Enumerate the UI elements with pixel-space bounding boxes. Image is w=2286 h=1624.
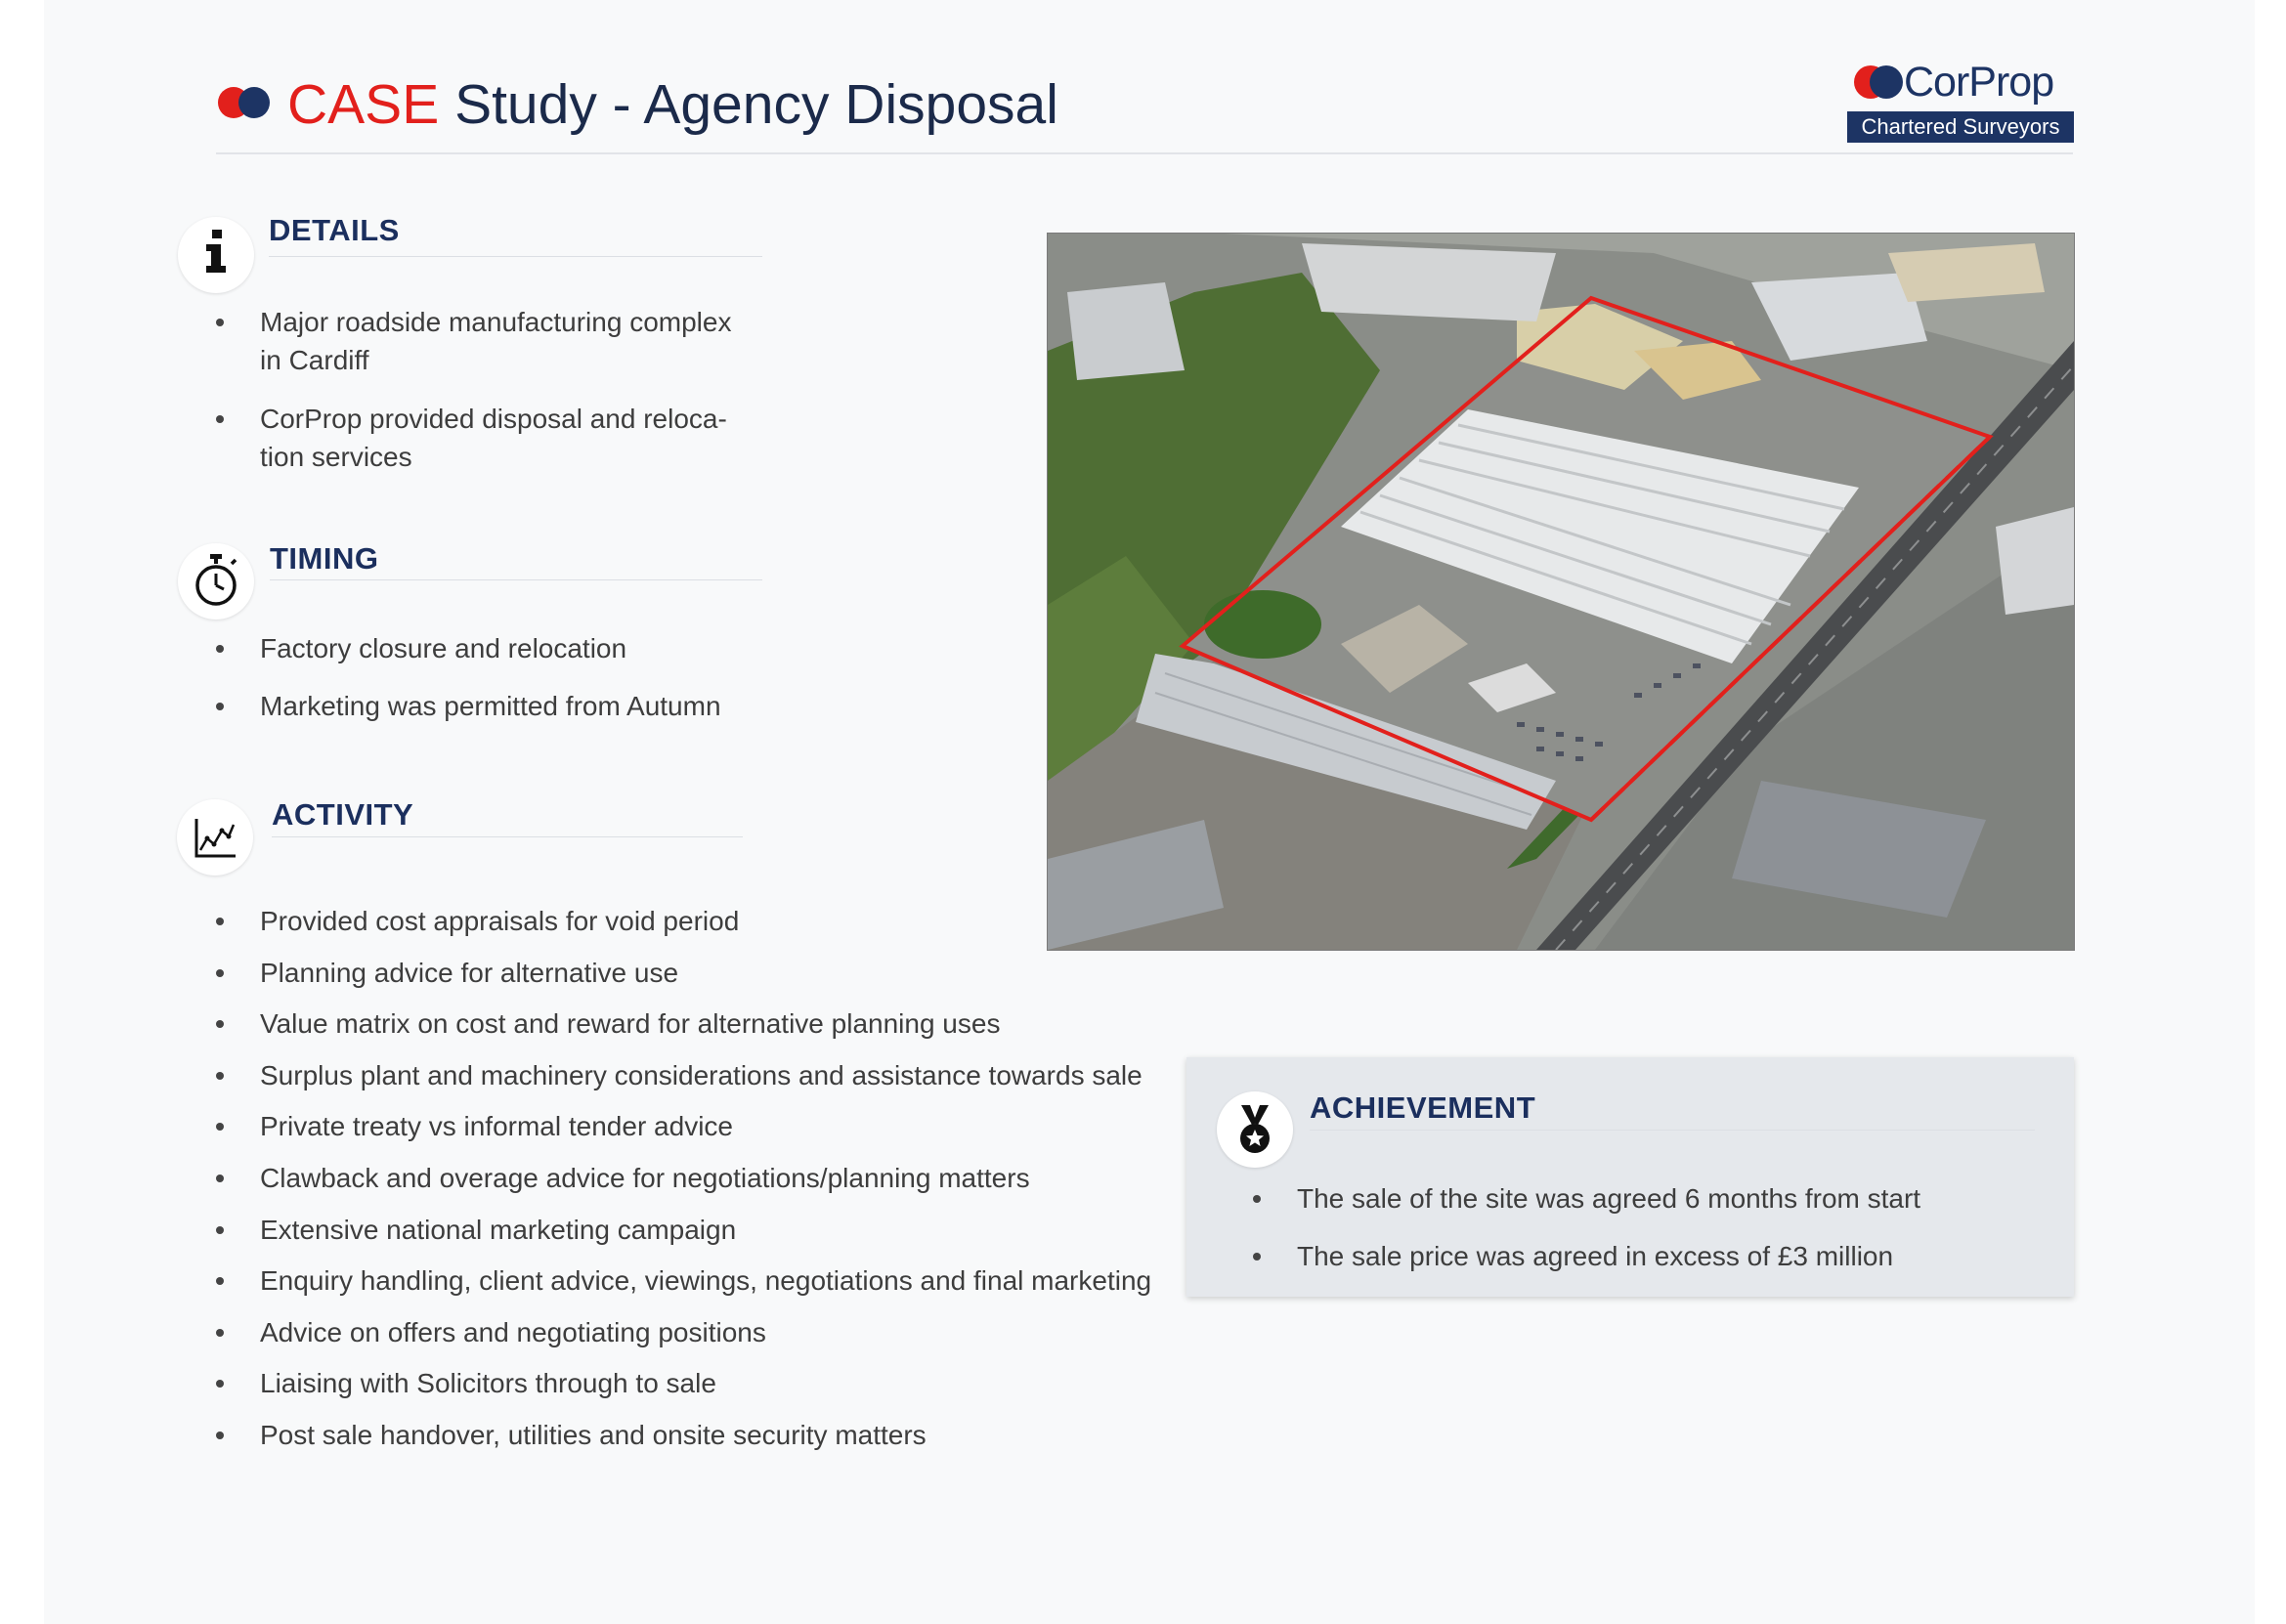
logo-mark-icon <box>1853 64 1906 100</box>
list-item: CorProp provided disposal and reloca-tion services <box>213 400 760 476</box>
aerial-site-photo <box>1047 233 2075 951</box>
list-item: Major roadside manufacturing complex in Cardiff <box>213 303 760 379</box>
activity-divider <box>272 836 743 837</box>
list-item: Advice on offers and negotiating positions <box>213 1313 1190 1351</box>
list-item: Marketing was permitted from Autumn <box>213 687 897 725</box>
details-list <box>213 303 760 496</box>
medal-icon <box>1217 1091 1293 1168</box>
timing-heading: TIMING <box>270 541 379 576</box>
brand-dots-icon <box>217 86 272 119</box>
timing-list <box>213 629 897 745</box>
logo-tagline: Chartered Surveyors <box>1847 111 2074 143</box>
stopwatch-icon <box>178 543 254 620</box>
list-item: Planning advice for alternative use <box>213 954 1190 992</box>
list-item: Enquiry handling, client advice, viewings, negotiations and final marketing <box>213 1261 1190 1300</box>
title-rest: Study - Agency Disposal <box>439 73 1058 136</box>
achievement-divider <box>1310 1130 2035 1131</box>
details-heading: DETAILS <box>269 213 400 247</box>
list-item: Extensive national marketing campaign <box>213 1211 1190 1249</box>
list-item: Liaising with Solicitors through to sale <box>213 1364 1190 1402</box>
list-item: Surplus plant and machinery considerations and assistance towards sale <box>213 1056 1190 1094</box>
activity-section-icon <box>177 799 253 876</box>
logo-wordmark: CorProp <box>1904 59 2054 106</box>
list-item: The sale price was agreed in excess of £3 million <box>1250 1237 2051 1275</box>
achievement-heading: ACHIEVEMENT <box>1310 1090 1536 1125</box>
details-divider <box>269 256 762 257</box>
list-item: Clawback and overage advice for negotiations/planning matters <box>213 1159 1190 1197</box>
activity-heading: ACTIVITY <box>272 797 414 832</box>
corprop-logo <box>1847 61 2074 143</box>
list-item: Value matrix on cost and reward for alternative planning uses <box>213 1004 1190 1043</box>
list-item: The sale of the site was agreed 6 months from start <box>1250 1179 2051 1218</box>
activity-list <box>213 902 1190 1468</box>
list-item: Provided cost appraisals for void period <box>213 902 1190 940</box>
info-icon <box>178 217 254 293</box>
list-item: Private treaty vs informal tender advice <box>213 1107 1190 1145</box>
list-item: Factory closure and relocation <box>213 629 897 667</box>
line-chart-icon <box>177 799 253 876</box>
page-title <box>287 70 1058 139</box>
achievement-section-icon <box>1217 1091 1293 1168</box>
timing-divider <box>270 579 762 580</box>
title-accent: CASE <box>287 73 440 136</box>
site-illustration <box>1048 234 2074 950</box>
title-divider <box>216 152 2073 154</box>
list-item: Post sale handover, utilities and onsite security matters <box>213 1416 1190 1454</box>
details-section-icon <box>178 217 254 293</box>
timing-section-icon <box>178 543 254 620</box>
achievement-list <box>1250 1179 2051 1295</box>
